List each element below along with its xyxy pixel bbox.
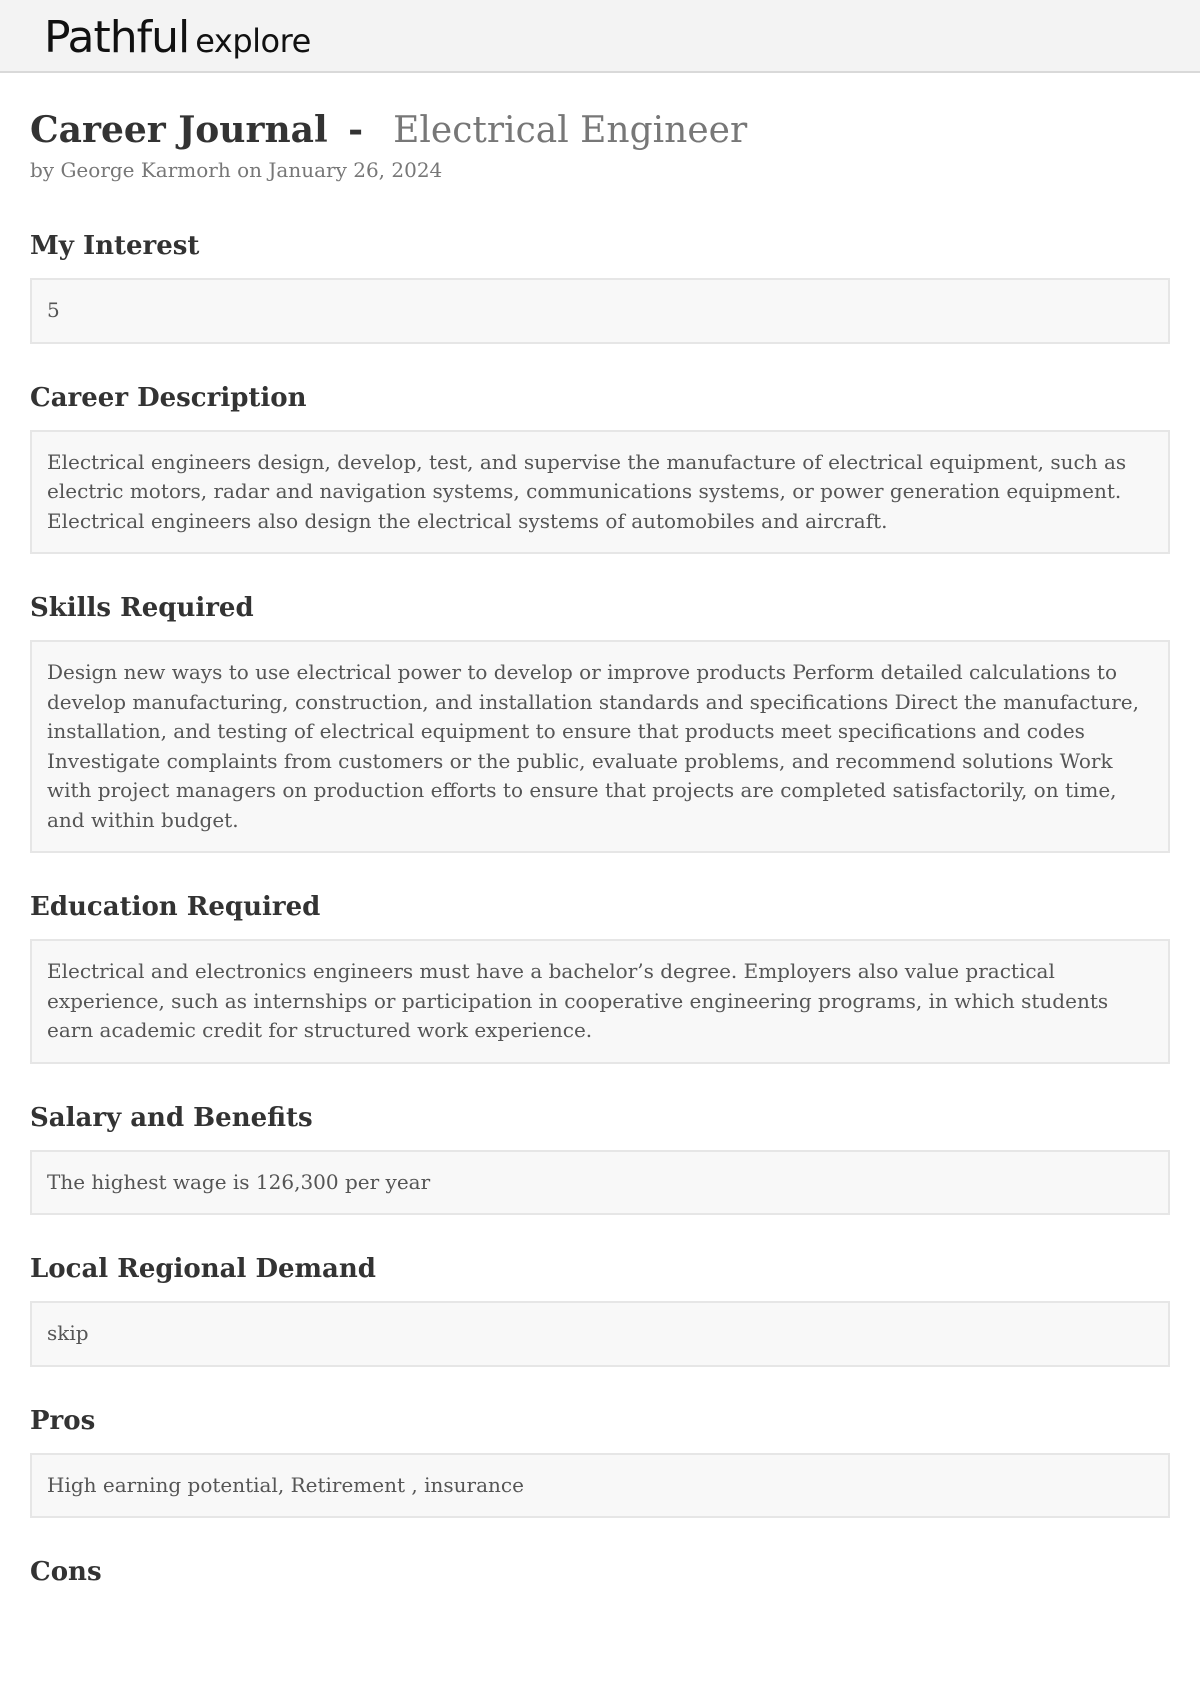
top-bar (0, 0, 1200, 73)
section-pros (30, 1405, 1170, 1519)
career-description-value: Electrical engineers design, develop, test, and supervise the manufacture of electrical equipment, such as electric motors, radar and navigation systems, communications systems, or power generation equipment. Electrical engineers also design the electrical systems of automobiles and aircraft. (30, 430, 1170, 555)
salary-benefits-value: The highest wage is 126,300 per year (30, 1150, 1170, 1216)
local-demand-value: skip (30, 1301, 1170, 1367)
section-title: Cons (30, 1557, 102, 1587)
section-skills-required (30, 592, 1170, 853)
section-my-interest (30, 230, 1170, 344)
journal-header (30, 108, 1170, 183)
logo-explore-label: explore (195, 22, 311, 60)
title-prefix: Career Journal (30, 109, 328, 151)
byline: by George Karmorh on January 26, 2024 (30, 158, 443, 182)
pros-value: High earning potential, Retirement , insurance (30, 1453, 1170, 1519)
section-title: My Interest (30, 231, 200, 261)
journal-sections (30, 230, 1170, 1626)
page-title (30, 108, 1170, 153)
career-name: Electrical Engineer (393, 110, 748, 151)
skills-required-value: Design new ways to use electrical power to develop or improve products Perform detailed calculations to develop manufacturing, construction, and installation standards and specifications Direct the manufacture, installation, and testing of electrical equipment to ensure that products meet specifications and codes Investigate complaints from customers or the public, evaluate problems, and recommend solutions Work with project managers on production efforts to ensure that projects are completed satisfactorily, on time, and within budget. (30, 640, 1170, 853)
section-education-required (30, 891, 1170, 1064)
section-local-demand (30, 1253, 1170, 1367)
education-required-value: Electrical and electronics engineers must have a bachelor’s degree. Employers also value practical experience, such as internships or participation in cooperative engineering programs, in which students earn academic credit for structured work experience. (30, 939, 1170, 1064)
section-title: Career Description (30, 382, 307, 413)
section-title: Local Regional Demand (30, 1254, 376, 1284)
pathful-explore-logo[interactable] (44, 12, 311, 63)
section-cons (30, 1556, 1170, 1588)
section-career-description (30, 382, 1170, 555)
section-title: Salary and Benefits (30, 1102, 313, 1133)
section-title: Education Required (30, 892, 321, 922)
logo-wordmark: Pathful (44, 12, 190, 63)
section-title: Pros (30, 1405, 96, 1436)
section-title: Skills Required (30, 593, 254, 623)
my-interest-value: 5 (30, 278, 1170, 344)
section-salary-benefits (30, 1102, 1170, 1216)
title-separator: - (348, 109, 364, 151)
